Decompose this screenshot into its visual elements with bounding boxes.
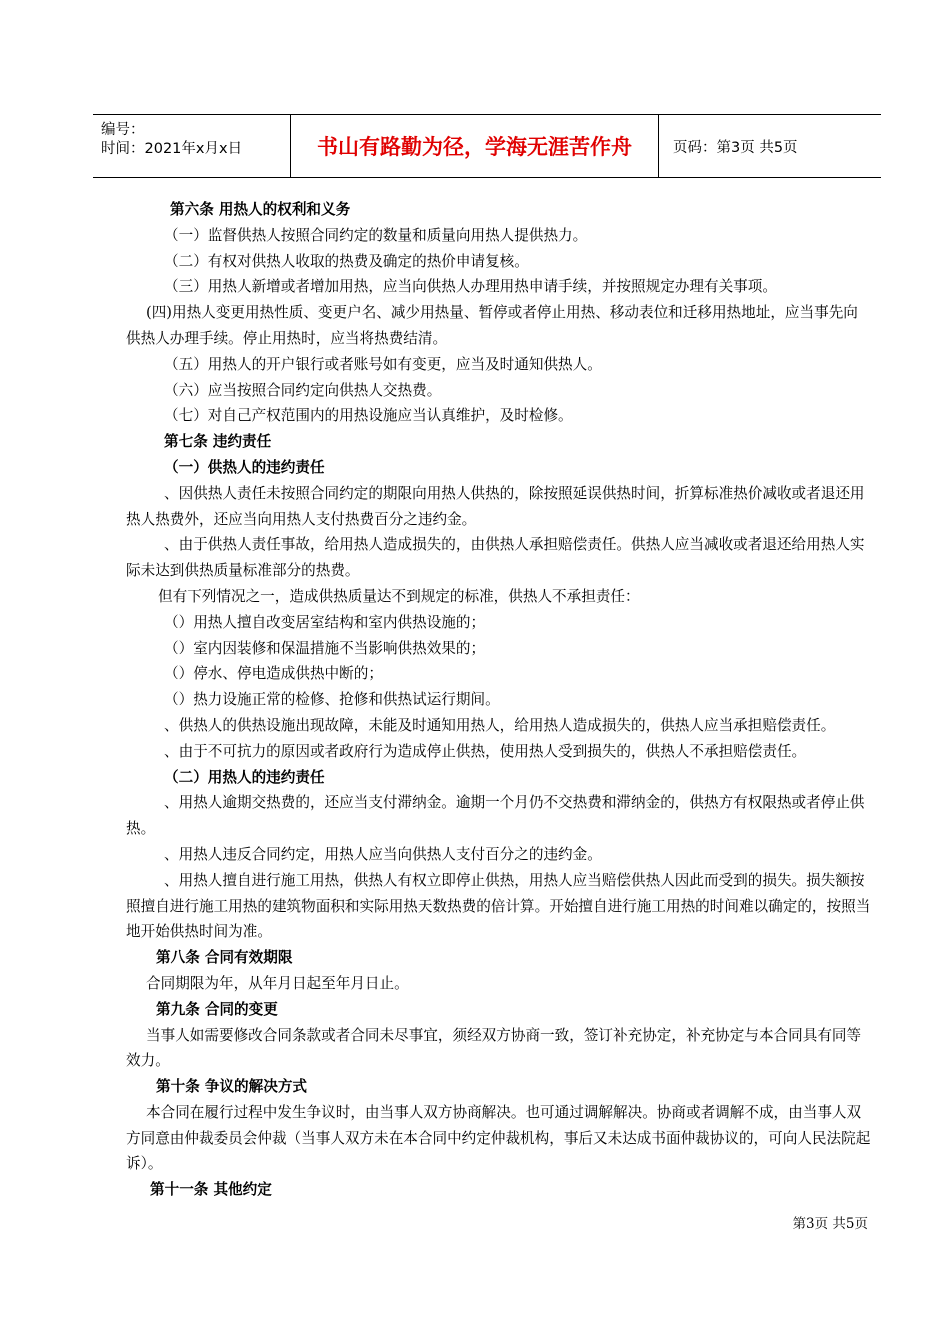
section-heading: （一）供热人的违约责任 — [164, 458, 325, 476]
section-heading: 第十条 争议的解决方式 — [156, 1078, 308, 1096]
paragraph: （）热力设施正常的检修、抢修和供热试运行期间。 — [164, 691, 500, 709]
page-header — [93, 114, 881, 178]
paragraph: （五）用热人的开户银行或者账号如有变更，应当及时通知供热人。 — [164, 355, 602, 373]
paragraph: (四)用热人变更用热性质、变更户名、减少用热量、暂停或者停止用热、移动表位和迁移用热地址，应当事先向供热人办理手续。停止用热时，应当将热费结清。 — [126, 304, 858, 347]
paragraph: 、用热人违反合同约定，用热人应当向供热人支付百分之的违约金。 — [164, 845, 602, 863]
paragraph: 当事人如需要修改合同条款或者合同未尽事宜，须经双方协商一致，签订补充协定，补充协定与本合同具有同等效力。 — [126, 1026, 862, 1070]
section-heading: （二）用热人的违约责任 — [164, 768, 325, 786]
header-motto: 书山有路勤为径，学海无涯苦作舟 — [291, 115, 659, 177]
section-heading: 第八条 合同有效期限 — [156, 949, 293, 967]
document-body — [126, 197, 871, 1203]
paragraph: （三）用热人新增或者增加用热，应当向供热人办理用热申请手续，并按照规定办理有关事项。 — [164, 278, 777, 296]
document-date-label: 时间：2021年x月x日 — [101, 141, 243, 157]
paragraph: （六）应当按照合同约定向供热人交热费。 — [164, 381, 442, 399]
header-page-number: 页码：第3页 共5页 — [673, 139, 798, 156]
paragraph: 、由于不可抗力的原因或者政府行为造成停止供热，使用热人受到损失的，供热人不承担赔偿责任。 — [164, 742, 807, 760]
section-heading: 第九条 合同的变更 — [156, 1000, 278, 1018]
section-heading: 第十一条 其他约定 — [150, 1181, 272, 1199]
paragraph: 、因供热人责任未按照合同约定的期限向用热人供热的，除按照延误供热时间，折算标准热价减收或者退还用热人热费外，还应当向用热人支付热费百分之违约金。 — [126, 484, 865, 528]
page-footer: 第3页 共5页 — [792, 1216, 868, 1232]
document-number-label: 编号： — [101, 122, 145, 138]
header-meta — [93, 115, 291, 177]
paragraph: （一）监督供热人按照合同约定的数量和质量向用热人提供热力。 — [164, 226, 588, 244]
paragraph: 但有下列情况之一，造成供热质量达不到规定的标准，供热人不承担责任： — [158, 587, 640, 605]
paragraph: （）室内因装修和保温措施不当影响供热效果的； — [164, 639, 486, 657]
paragraph: （七）对自己产权范围内的用热设施应当认真维护，及时检修。 — [164, 407, 573, 425]
paragraph: 、供热人的供热设施出现故障，未能及时通知用热人，给用热人造成损失的，供热人应当承担赔偿责任。 — [164, 716, 836, 734]
paragraph: 、用热人擅自进行施工用热，供热人有权立即停止供热，用热人应当赔偿供热人因此而受到的损失。损失额按照擅自进行施工用热的建筑物面积和实际用热天数热费的倍计算。开始擅自进行施工用热的时间难以确定的，按照当地开始供热时间为准。 — [126, 871, 871, 941]
section-heading: 第六条 用热人的权利和义务 — [170, 201, 351, 218]
paragraph: 本合同在履行过程中发生争议时，由当事人双方协商解决。也可通过调解解决。协商或者调解不成，由当事人双方同意由仲裁委员会仲裁（当事人双方未在本合同中约定仲裁机构，事后又未达成书面仲裁协议的，可向人民法院起诉）。 — [126, 1103, 871, 1173]
paragraph: 合同期限为年，从年月日起至年月日止。 — [146, 974, 409, 992]
section-heading: 第七条 违约责任 — [164, 433, 272, 451]
paragraph: 、用热人逾期交热费的，还应当支付滞纳金。逾期一个月仍不交热费和滞纳金的，供热方有权限热或者停止供热。 — [126, 794, 865, 838]
paragraph: 、由于供热人责任事故，给用热人造成损失的，由供热人承担赔偿责任。供热人应当减收或者退还给用热人实际未达到供热质量标准部分的热费。 — [126, 536, 865, 580]
paragraph: （）停水、停电造成供热中断的； — [164, 665, 383, 683]
paragraph: （）用热人擅自改变居室结构和室内供热设施的； — [164, 613, 486, 631]
paragraph: （二）有权对供热人收取的热费及确定的热价申请复核。 — [164, 252, 529, 270]
